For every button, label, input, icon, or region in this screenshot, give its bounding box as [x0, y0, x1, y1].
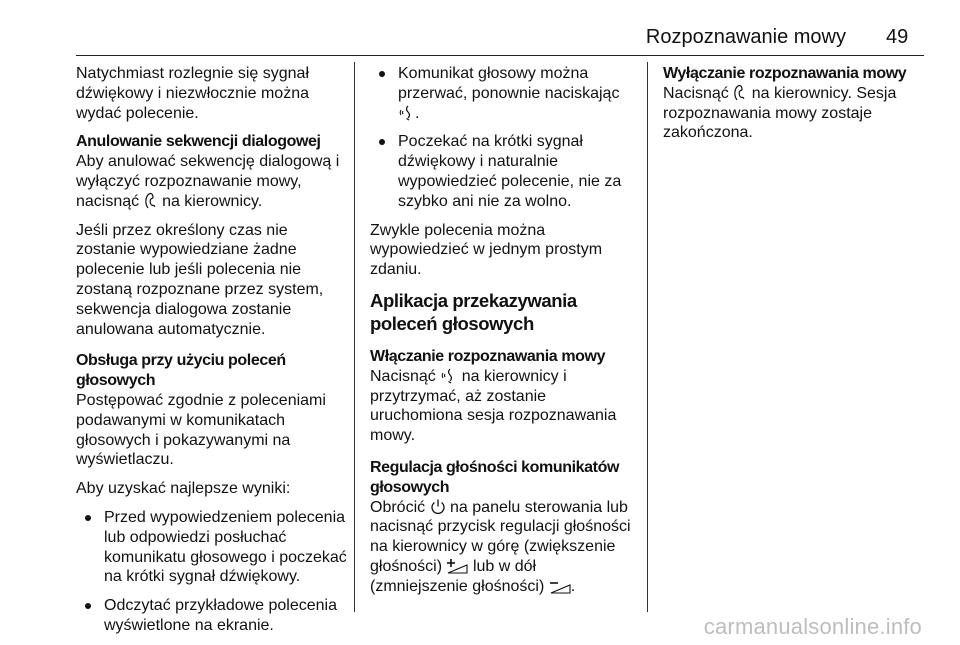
- volume-text-mid: na panelu sterowania lub nacisnąć przycisk regulacji głośności na kierownicy w górę (zwiększenie głośności): [370, 498, 631, 575]
- column-3: [663, 64, 927, 152]
- header-rule: [76, 55, 924, 56]
- page-number: 49: [886, 26, 909, 48]
- volume-text-end: .: [570, 577, 576, 595]
- volume-text: Obrócić: [370, 498, 426, 516]
- disable-paragraph: [663, 84, 927, 143]
- tips-intro: Aby uzyskać najlepsze wyniki:: [76, 480, 291, 498]
- disable-text: Nacisnąć: [663, 84, 729, 102]
- list-item: Poczekać na krótki sygnał dźwiękowy i naturalnie wypowiedzieć polecenie, nie za szybko ani nie za wolno.: [370, 132, 638, 211]
- bullet-text: Komunikat głosowy można przerwać, ponownie naciskając: [398, 65, 620, 102]
- column-divider: [647, 62, 648, 612]
- hang-up-icon: [733, 84, 747, 101]
- usage-paragraph: Postępować zgodnie z poleceniami podawanymi w komunikatach głosowych i pokazywanymi na wyświetlaczu.: [76, 391, 326, 469]
- volume-paragraph: [370, 498, 638, 597]
- tips-list: [76, 508, 348, 636]
- section-heading: Aplikacja przekazywania poleceń głosowych: [370, 289, 577, 334]
- page-header: [0, 0, 960, 54]
- enable-text: Nacisnąć: [370, 367, 436, 385]
- list-item: Przed wypowiedzeniem polecenia lub odpowiedzi posłuchać komunikatu głosowego i poczekać na krótki sygnał dźwiękowy.: [76, 508, 348, 587]
- cancel-text-end: na kierownicy.: [162, 192, 263, 210]
- volume-up-icon: [446, 558, 468, 574]
- hang-up-icon: [144, 192, 158, 209]
- disable-heading: Wyłączanie rozpoznawania mowy: [663, 65, 907, 82]
- volume-heading: Regulacja głośności komunikatów głosowych: [370, 458, 619, 496]
- power-knob-icon: [430, 498, 446, 515]
- cancel-heading: Anulowanie sekwencji dialogowej: [76, 133, 321, 151]
- enable-text-end: na kierownicy i przytrzymać, aż zostanie uruchomiona sesja rozpoznawania mowy.: [370, 367, 617, 445]
- column-2: [370, 64, 638, 606]
- voice-icon: [440, 367, 457, 384]
- enable-heading: Włączanie rozpoznawania mowy: [370, 347, 606, 365]
- disable-text-end: na kierownicy. Sesja rozpoznawania mowy zostaje zakończona.: [663, 84, 897, 142]
- voice-icon: [398, 104, 415, 121]
- list-item: [370, 64, 638, 123]
- usage-heading: Obsługa przy użyciu poleceń głosowych: [76, 352, 286, 390]
- list-item: Odczytać przykładowe polecenia wyświetlone na ekranie.: [76, 596, 348, 636]
- timeout-paragraph: Jeśli przez określony czas nie zostanie wypowiedziane żadne polecenie lub jeśli polecenia nie zostaną rozpoznane przez system, sekwencja dialogowa zostanie anulowana automatycznie.: [76, 221, 324, 338]
- column-divider: [354, 62, 355, 612]
- page-title: Rozpoznawanie mowy: [645, 26, 846, 48]
- oneline-paragraph: Zwykle polecenia można wypowiedzieć w jednym prostym zdaniu.: [370, 221, 603, 279]
- cancel-paragraph: [76, 152, 348, 211]
- bullet-text-end: .: [415, 104, 420, 122]
- volume-down-icon: [549, 578, 571, 594]
- enable-paragraph: [370, 367, 638, 446]
- watermark: carmanualsonline.info: [703, 614, 922, 639]
- column-1: [76, 64, 348, 645]
- intro-paragraph: Natychmiast rozlegnie się sygnał dźwiękowy i niezwłocznie można wydać polecenie.: [76, 65, 309, 122]
- cancel-text: Aby anulować sekwencję dialogową i wyłączyć rozpoznawanie mowy, nacisnąć: [76, 153, 340, 210]
- volume-text-down: lub w dół (zmniejszenie głośności): [370, 557, 545, 595]
- tips-list-continued: [370, 64, 638, 212]
